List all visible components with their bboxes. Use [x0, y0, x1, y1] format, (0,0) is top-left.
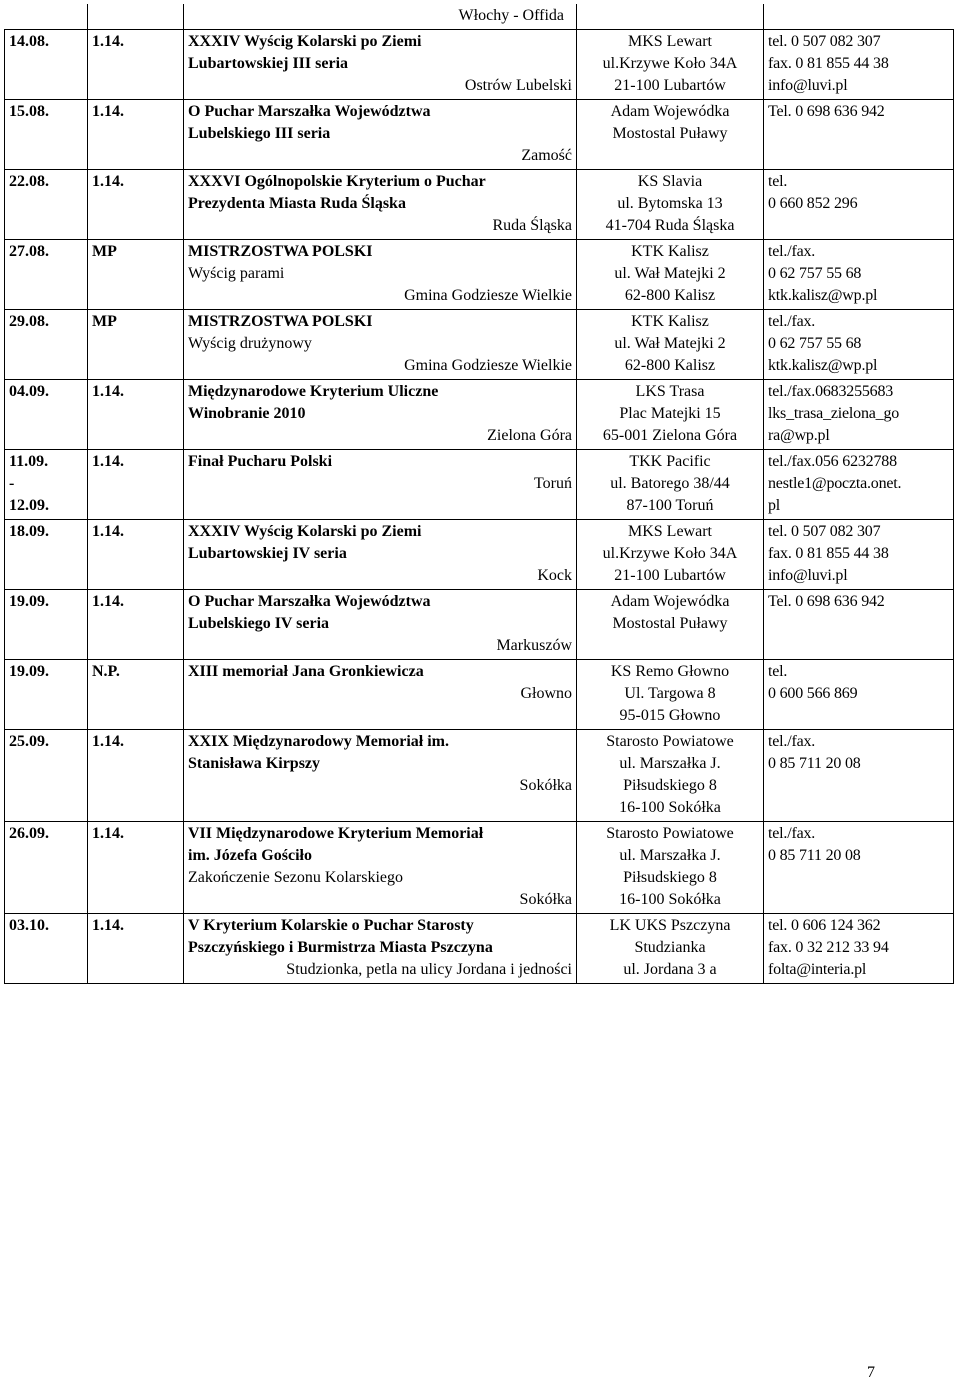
organizer-line: ul. Bytomska 13 [617, 195, 723, 212]
table-row [5, 240, 954, 310]
organizer-line: Starosto Powiatowe [606, 825, 734, 842]
event-location: Głowno [520, 685, 572, 702]
event-contact [764, 822, 954, 914]
event-description [184, 310, 577, 380]
contact-line: pl [768, 497, 781, 514]
contact-line: fax. 0 81 855 44 38 [768, 545, 889, 562]
event-description [184, 914, 577, 984]
contact-line: nestle1@poczta.onet. [768, 475, 902, 492]
organizer-line: KTK Kalisz [631, 243, 709, 260]
contact-line: 0 600 566 869 [768, 685, 858, 702]
contact-line: ktk.kalisz@wp.pl [768, 357, 878, 374]
event-contact [764, 240, 954, 310]
event-title-line: Lubelskiego III seria [188, 125, 331, 142]
event-contact [764, 450, 954, 520]
organizer-line: 16-100 Sokółka [619, 799, 721, 816]
table-row [5, 100, 954, 170]
event-date [5, 310, 88, 380]
event-organizer [577, 100, 764, 170]
organizer-line: Ul. Targowa 8 [624, 685, 716, 702]
event-date [5, 380, 88, 450]
organizer-line: 41-704 Ruda Śląska [605, 217, 735, 234]
date-line: 26.09. [9, 825, 49, 842]
event-category: N.P. [88, 660, 184, 730]
contact-line: tel./fax. [768, 313, 816, 330]
contact-line: tel./fax. [768, 825, 816, 842]
event-description [184, 30, 577, 100]
date-line: 04.09. [9, 383, 49, 400]
date-line: 19.09. [9, 593, 49, 610]
table-row [5, 310, 954, 380]
contact-line: info@luvi.pl [768, 567, 848, 584]
event-category: 1.14. [88, 100, 184, 170]
table-row [5, 170, 954, 240]
contact-line: tel. [768, 173, 788, 190]
event-organizer [577, 310, 764, 380]
organizer-line: Plac Matejki 15 [619, 405, 721, 422]
event-title-line: V Kryterium Kolarskie o Puchar Starosty [188, 917, 474, 934]
event-category: 1.14. [88, 730, 184, 822]
event-category: 1.14. [88, 914, 184, 984]
contact-line: tel. 0 507 082 307 [768, 523, 881, 540]
event-description [184, 590, 577, 660]
event-description [184, 100, 577, 170]
contact-line: 0 62 757 55 68 [768, 265, 862, 282]
event-title-line: Stanisława Kirpszy [188, 755, 321, 772]
organizer-line: 95-015 Głowno [619, 707, 721, 724]
organizer-line: ul. Wał Matejki 2 [614, 265, 726, 282]
event-organizer [577, 170, 764, 240]
organizer-line: KS Slavia [637, 173, 703, 190]
event-description [184, 450, 577, 520]
event-organizer [577, 730, 764, 822]
contact-line: tel. 0 606 124 362 [768, 917, 881, 934]
event-category: 1.14. [88, 520, 184, 590]
date-line: 12.09. [9, 497, 49, 514]
event-title-line: Lubelskiego IV seria [188, 615, 330, 632]
date-line: 03.10. [9, 917, 49, 934]
organizer-line: Adam Wojewódka [610, 103, 730, 120]
contact-line: tel./fax. [768, 733, 816, 750]
event-location: Kock [537, 567, 572, 584]
event-title-line: im. Józefa Gościło [188, 847, 312, 864]
event-location: Markuszów [496, 637, 572, 654]
contact-line: 0 85 711 20 08 [768, 755, 861, 772]
page-number: 7 [867, 1364, 875, 1381]
date-line: 29.08. [9, 313, 49, 330]
event-title-line: MISTRZOSTWA POLSKI [188, 313, 373, 330]
table-row [5, 380, 954, 450]
contact-line: fax. 0 81 855 44 38 [768, 55, 889, 72]
organizer-line: Mostostal Puławy [612, 125, 728, 142]
event-contact [764, 170, 954, 240]
organizer-line: ul.Krzywe Koło 34A [602, 545, 738, 562]
event-date [5, 660, 88, 730]
event-date [5, 822, 88, 914]
contact-line: fax. 0 32 212 33 94 [768, 939, 889, 956]
contact-line: tel./fax.056 6232788 [768, 453, 897, 470]
event-title-line: VII Międzynarodowe Kryterium Memoriał [188, 825, 484, 842]
event-organizer [577, 30, 764, 100]
event-date [5, 590, 88, 660]
event-description [184, 520, 577, 590]
event-title-line: O Puchar Marszałka Województwa [188, 593, 431, 610]
event-title-line: Prezydenta Miasta Ruda Śląska [188, 195, 406, 212]
header-location: Włochy - Offida [184, 4, 577, 30]
event-description [184, 380, 577, 450]
event-title-line: O Puchar Marszałka Województwa [188, 103, 431, 120]
event-date [5, 914, 88, 984]
contact-line: tel. 0 507 082 307 [768, 33, 881, 50]
date-line: - [9, 475, 15, 492]
contact-line: tel./fax. [768, 243, 816, 260]
event-organizer [577, 914, 764, 984]
event-organizer [577, 240, 764, 310]
event-subtitle-line: Zakończenie Sezonu Kolarskiego [188, 869, 404, 886]
table-row [5, 450, 954, 520]
table-row [5, 822, 954, 914]
event-title-line: XIII memoriał Jana Gronkiewicza [188, 663, 424, 680]
organizer-line: ul. Jordana 3 a [623, 961, 717, 978]
organizer-line: 62-800 Kalisz [624, 357, 716, 374]
event-organizer [577, 450, 764, 520]
event-title-line: XXXVI Ogólnopolskie Kryterium o Puchar [188, 173, 486, 190]
event-subtitle-line: Wyścig parami [188, 265, 285, 282]
organizer-line: ul. Marszałka J. [619, 847, 721, 864]
organizer-line: 65-001 Zielona Góra [602, 427, 738, 444]
event-date [5, 100, 88, 170]
event-title-line: XXXIV Wyścig Kolarski po Ziemi [188, 33, 422, 50]
organizer-line: 62-800 Kalisz [624, 287, 716, 304]
event-location: Gmina Godziesze Wielkie [404, 287, 572, 304]
organizer-line: Adam Wojewódka [610, 593, 730, 610]
header-location-row [5, 4, 954, 30]
table-row [5, 730, 954, 822]
date-line: 25.09. [9, 733, 49, 750]
event-location: Zielona Góra [487, 427, 572, 444]
event-date [5, 170, 88, 240]
event-date [5, 730, 88, 822]
event-contact [764, 100, 954, 170]
organizer-line: 16-100 Sokółka [619, 891, 721, 908]
contact-line: tel./fax.0683255683 [768, 383, 894, 400]
organizer-line: ul.Krzywe Koło 34A [602, 55, 738, 72]
organizer-line: Piłsudskiego 8 [623, 869, 717, 886]
event-contact [764, 590, 954, 660]
organizer-line: 21-100 Lubartów [614, 567, 726, 584]
event-description [184, 822, 577, 914]
event-title-line: XXIX Międzynarodowy Memoriał im. [188, 733, 449, 750]
event-location: Ruda Śląska [492, 217, 572, 234]
event-category: 1.14. [88, 380, 184, 450]
contact-line: Tel. 0 698 636 942 [768, 593, 885, 610]
organizer-line: 87-100 Toruń [626, 497, 714, 514]
table-row [5, 660, 954, 730]
contact-line: ra@wp.pl [768, 427, 830, 444]
event-date [5, 520, 88, 590]
contact-line: 0 660 852 296 [768, 195, 858, 212]
organizer-line: LK UKS Pszczyna [609, 917, 731, 934]
event-organizer [577, 822, 764, 914]
event-category: 1.14. [88, 822, 184, 914]
event-date [5, 450, 88, 520]
event-location: Sokółka [519, 777, 572, 794]
event-contact [764, 30, 954, 100]
event-contact [764, 520, 954, 590]
organizer-line: ul. Batorego 38/44 [610, 475, 730, 492]
event-category: 1.14. [88, 170, 184, 240]
event-contact [764, 310, 954, 380]
event-contact [764, 730, 954, 822]
event-location: Toruń [534, 475, 572, 492]
organizer-line: Piłsudskiego 8 [623, 777, 717, 794]
event-description [184, 730, 577, 822]
contact-line: lks_trasa_zielona_go [768, 405, 900, 422]
date-line: 27.08. [9, 243, 49, 260]
event-location: Zamość [521, 147, 572, 164]
event-category: 1.14. [88, 450, 184, 520]
event-title-line: MISTRZOSTWA POLSKI [188, 243, 373, 260]
organizer-line: ul. Marszałka J. [619, 755, 721, 772]
organizer-line: KS Remo Głowno [610, 663, 730, 680]
event-organizer [577, 660, 764, 730]
organizer-line: LKS Trasa [635, 383, 705, 400]
event-description [184, 170, 577, 240]
event-category: MP [88, 310, 184, 380]
date-line: 11.09. [9, 453, 49, 470]
organizer-line: MKS Lewart [628, 33, 712, 50]
contact-line: 0 62 757 55 68 [768, 335, 862, 352]
event-date [5, 240, 88, 310]
event-location: Gmina Godziesze Wielkie [404, 357, 572, 374]
schedule-body [5, 4, 954, 984]
contact-line: info@luvi.pl [768, 77, 848, 94]
date-line: 18.09. [9, 523, 49, 540]
contact-line: ktk.kalisz@wp.pl [768, 287, 878, 304]
event-subtitle-line: Wyścig drużynowy [188, 335, 312, 352]
date-line: 15.08. [9, 103, 49, 120]
event-contact [764, 660, 954, 730]
event-location: Sokółka [519, 891, 572, 908]
contact-line: tel. [768, 663, 788, 680]
contact-line: 0 85 711 20 08 [768, 847, 861, 864]
organizer-line: Studzianka [634, 939, 706, 956]
date-line: 14.08. [9, 33, 49, 50]
event-title-line: Winobranie 2010 [188, 405, 306, 422]
organizer-line: ul. Wał Matejki 2 [614, 335, 726, 352]
date-line: 22.08. [9, 173, 49, 190]
event-organizer [577, 380, 764, 450]
event-title-line: Pszczyńskiego i Burmistrza Miasta Pszczyna [188, 939, 493, 956]
event-date [5, 30, 88, 100]
event-contact [764, 380, 954, 450]
event-location: Ostrów Lubelski [464, 77, 572, 94]
event-schedule-table [4, 4, 954, 984]
event-location: Studzionka, petla na ulicy Jordana i jedności [286, 961, 572, 978]
table-row [5, 520, 954, 590]
table-row [5, 914, 954, 984]
organizer-line: TKK Pacific [629, 453, 711, 470]
contact-line: folta@interia.pl [768, 961, 867, 978]
event-title-line: Lubartowskiej IV seria [188, 545, 347, 562]
event-category: MP [88, 240, 184, 310]
organizer-line: 21-100 Lubartów [614, 77, 726, 94]
event-category: 1.14. [88, 590, 184, 660]
table-row [5, 590, 954, 660]
event-description [184, 240, 577, 310]
organizer-line: Mostostal Puławy [612, 615, 728, 632]
event-title-line: XXXIV Wyścig Kolarski po Ziemi [188, 523, 422, 540]
organizer-line: KTK Kalisz [631, 313, 709, 330]
event-title-line: Lubartowskiej III seria [188, 55, 349, 72]
date-line: 19.09. [9, 663, 49, 680]
event-organizer [577, 520, 764, 590]
event-description [184, 660, 577, 730]
event-title-line: Finał Pucharu Polski [188, 453, 333, 470]
contact-line: Tel. 0 698 636 942 [768, 103, 885, 120]
event-organizer [577, 590, 764, 660]
event-category: 1.14. [88, 30, 184, 100]
table-row [5, 30, 954, 100]
organizer-line: Starosto Powiatowe [606, 733, 734, 750]
event-title-line: Międzynarodowe Kryterium Uliczne [188, 383, 439, 400]
event-contact [764, 914, 954, 984]
organizer-line: MKS Lewart [628, 523, 712, 540]
